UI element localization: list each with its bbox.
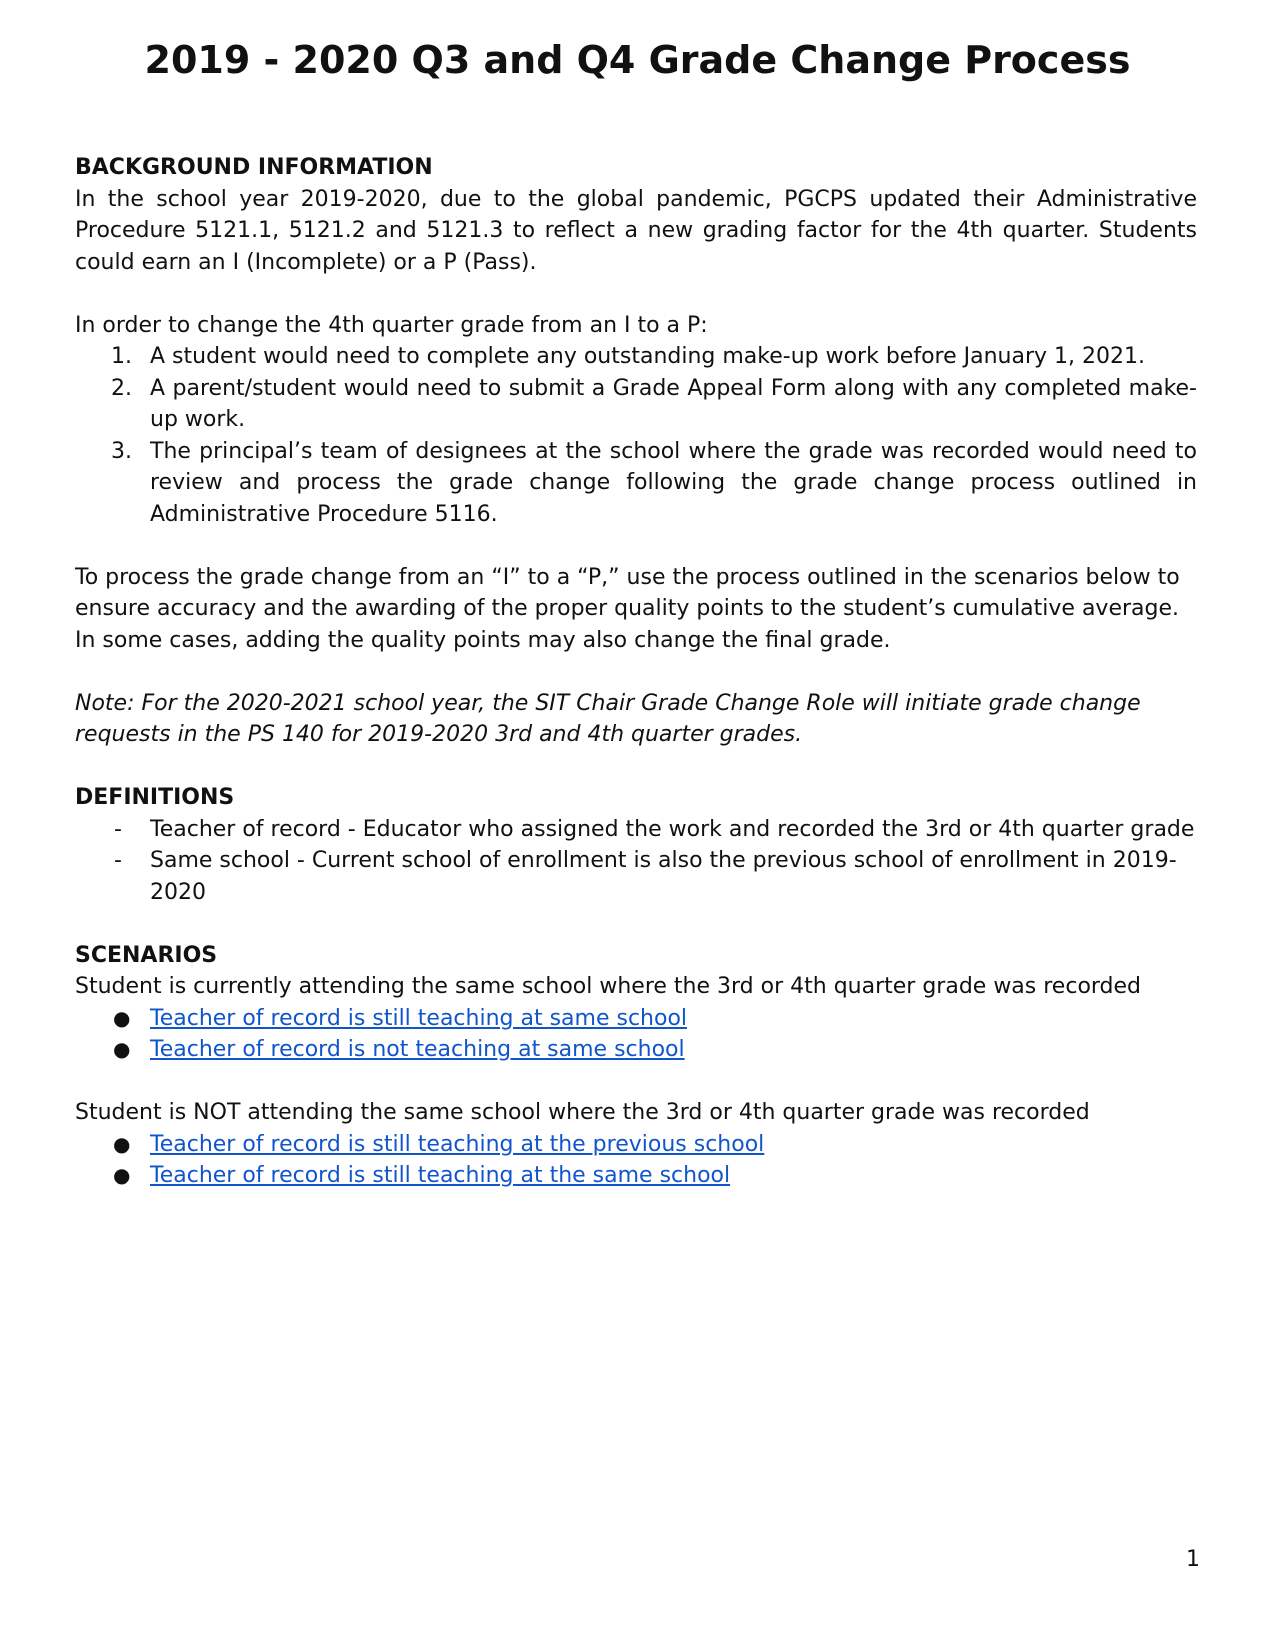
spacer	[75, 530, 1197, 562]
bullet-icon: ●	[113, 1005, 131, 1030]
scenario-links-list	[75, 1129, 1197, 1192]
steps-intro: In order to change the 4th quarter grade from an I to a P:	[75, 312, 708, 338]
list-item-text: The principal’s team of designees at the school where the grade was recorded would need to review and process the grade change following the grade change process outlined in Administrative Procedure 5116.	[150, 438, 1197, 527]
note-paragraph: Note: For the 2020-2021 school year, the SIT Chair Grade Change Role will initiate grade change requests in the PS 140 for 2019-2020 3rd and 4th quarter grades.	[75, 690, 1141, 747]
list-item	[75, 436, 1197, 531]
bullet-icon: ●	[113, 1163, 131, 1187]
bullet-icon: ●	[113, 1037, 131, 1061]
spacer	[75, 1066, 1197, 1098]
list-item	[75, 1003, 1197, 1035]
list-item	[75, 373, 1197, 436]
background-paragraph: In the school year 2019-2020, due to the global pandemic, PGCPS updated their Administrative Procedure 5121.1, 5121.2 and 5121.3 to reflect a new grading factor for the 4th quarter. Students could earn an I (Incomplete) or a P (Pass).	[75, 186, 1197, 275]
list-item	[75, 1160, 1197, 1192]
scenarios-heading: SCENARIOS	[75, 942, 218, 968]
list-item	[75, 845, 1197, 908]
definitions-heading: DEFINITIONS	[75, 785, 235, 810]
spacer	[75, 656, 1197, 688]
scenario-link[interactable]: Teacher of record is still teaching at the previous school	[150, 1131, 765, 1157]
scenario-group-intro: Student is currently attending the same school where the 3rd or 4th quarter grade was recorded	[75, 974, 1142, 999]
scenario-link[interactable]: Teacher of record is still teaching at same school	[150, 1005, 688, 1031]
steps-list	[75, 341, 1197, 530]
spacer	[75, 278, 1197, 310]
dash-marker: -	[114, 848, 122, 873]
list-marker: 2.	[111, 375, 132, 401]
list-marker: 3.	[111, 438, 132, 464]
background-heading: BACKGROUND INFORMATION	[75, 155, 433, 180]
document-title: 2019 - 2020 Q3 and Q4 Grade Change Process	[144, 38, 1131, 82]
dash-marker: -	[114, 816, 122, 842]
list-item	[75, 1129, 1197, 1161]
list-marker: 1.	[111, 344, 132, 369]
page-number: 1	[1186, 1547, 1200, 1572]
definitions-list	[75, 814, 1197, 909]
list-item-text: A parent/student would need to submit a Grade Appeal Form along with any completed make-up work.	[150, 375, 1197, 432]
scenario-link[interactable]: Teacher of record is still teaching at the same school	[150, 1163, 731, 1188]
scenario-link[interactable]: Teacher of record is not teaching at same school	[150, 1037, 685, 1062]
definition-text: Same school - Current school of enrollment is also the previous school of enrollment in 2019-2020	[150, 848, 1177, 905]
scenario-group-intro: Student is NOT attending the same school where the 3rd or 4th quarter grade was recorded	[75, 1100, 1090, 1125]
process-paragraph: To process the grade change from an “I” to a “P,” use the process outlined in the scenarios below to ensure accuracy and the awarding of the proper quality points to the student’s cumulative average. In some cases, adding the quality points may also change the final grade.	[75, 564, 1180, 653]
list-item	[75, 341, 1197, 373]
spacer	[75, 908, 1197, 940]
definition-text: Teacher of record - Educator who assigned the work and recorded the 3rd or 4th quarter grade	[150, 816, 1195, 842]
document-body	[75, 152, 1197, 1192]
list-item-text: A student would need to complete any outstanding make-up work before January 1, 2021.	[150, 344, 1145, 369]
scenario-links-list	[75, 1003, 1197, 1066]
list-item	[75, 814, 1197, 846]
list-item	[75, 1034, 1197, 1066]
spacer	[75, 751, 1197, 783]
bullet-icon: ●	[113, 1131, 131, 1156]
